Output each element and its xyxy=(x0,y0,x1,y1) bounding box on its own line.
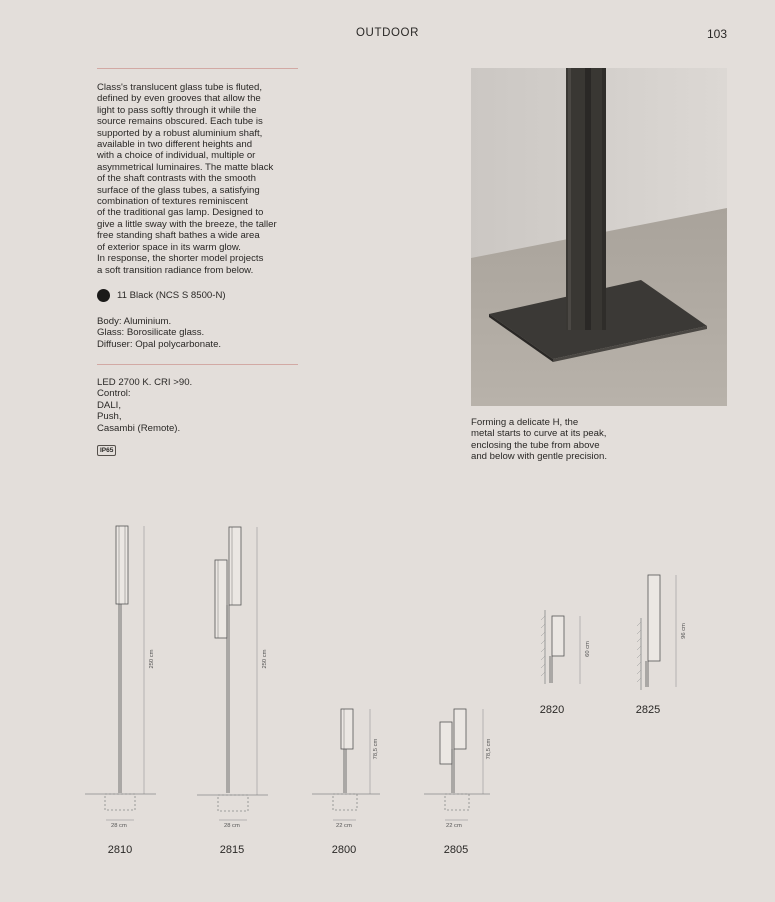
divider-middle xyxy=(97,364,298,365)
finish-swatch xyxy=(97,289,110,302)
product-photo xyxy=(471,68,727,406)
specs-text: LED 2700 K. CRI >90. Control: DALI, Push, Casambi (Remote). xyxy=(97,377,193,434)
dim-base-2805: 22 cm xyxy=(446,823,462,829)
dim-height-2805: 78,5 cm xyxy=(486,738,492,760)
divider-top xyxy=(97,68,298,69)
ip-rating-badge: IP65 xyxy=(97,445,116,456)
product-photo-illustration xyxy=(471,68,727,406)
model-label-2810: 2810 xyxy=(107,844,133,856)
model-label-2820: 2820 xyxy=(539,704,565,716)
dim-height-2810: 250 cm xyxy=(149,649,155,669)
finish-label: 11 Black (NCS S 8500-N) xyxy=(117,290,226,301)
section-title: OUTDOOR xyxy=(356,27,419,39)
dim-height-2825: 96 cm xyxy=(681,623,687,639)
dim-base-2810: 28 cm xyxy=(111,823,127,829)
dim-height-2800: 78,5 cm xyxy=(373,738,379,760)
drawing-2800 xyxy=(312,709,380,820)
page-number: 103 xyxy=(706,27,727,41)
technical-drawings xyxy=(0,500,775,860)
drawing-2825 xyxy=(637,575,676,690)
drawing-2815 xyxy=(197,527,268,820)
dim-height-2820: 60 cm xyxy=(585,641,591,657)
materials-text: Body: Aluminium. Glass: Borosilicate glass. Diffuser: Opal polycarbonate. xyxy=(97,316,222,350)
drawing-2805 xyxy=(424,709,490,820)
model-label-2815: 2815 xyxy=(219,844,245,856)
model-label-2800: 2800 xyxy=(331,844,357,856)
model-label-2805: 2805 xyxy=(443,844,469,856)
model-label-2825: 2825 xyxy=(635,704,661,716)
dim-base-2800: 22 cm xyxy=(336,823,352,829)
photo-caption: Forming a delicate H, the metal starts to curve at its peak, enclosing the tube from above and below with gentle precision. xyxy=(471,417,607,463)
drawing-2820 xyxy=(541,610,580,684)
dim-base-2815: 28 cm xyxy=(224,823,240,829)
drawing-2810 xyxy=(85,526,156,820)
description-text: Class's translucent glass tube is fluted, defined by even grooves that allow the light to pass softly through it while the source remains obscured. Each tube is supported by a robust aluminium shaft, available in two different heights and with a choice of individual, multiple or asymmetrical luminaires. The matte black of the shaft contrasts with the smooth surface of the glass tubes, a satisfying combination of textures reminiscent of the traditional gas lamp. Designed to give a little sway with the breeze, the taller free standing shaft bathes a wide area of exterior space in its warm glow. In response, the shorter model projects a soft transition radiance from below. xyxy=(97,82,277,276)
dim-height-2815: 250 cm xyxy=(262,649,268,669)
